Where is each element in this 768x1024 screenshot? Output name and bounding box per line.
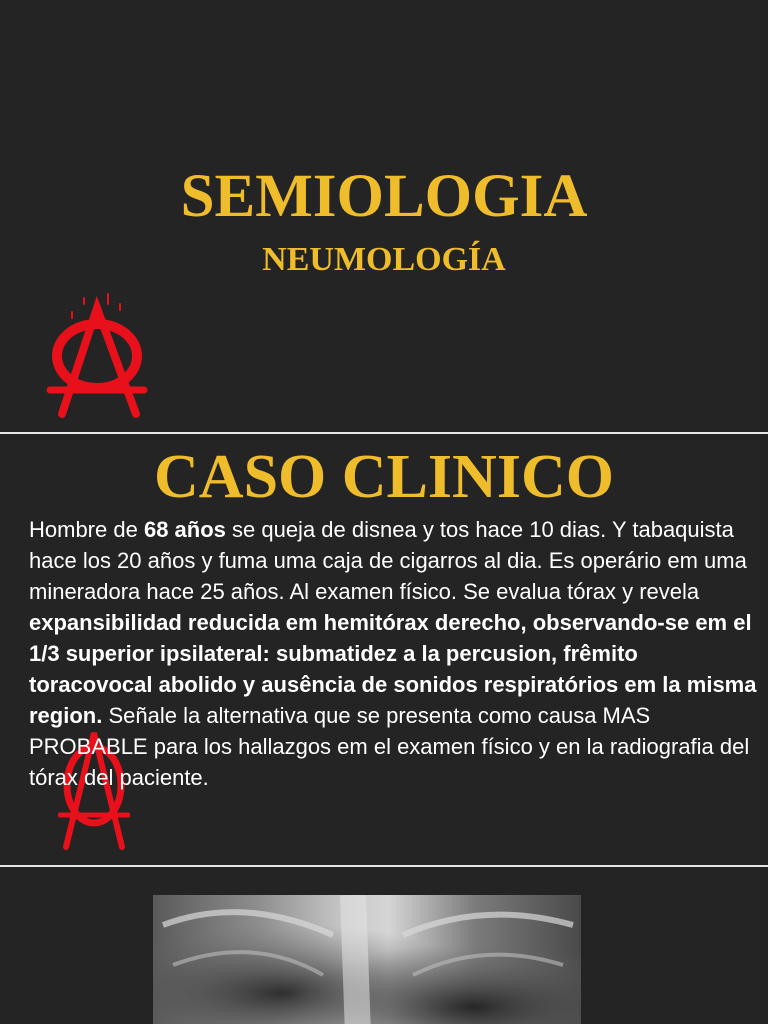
- presentation-subtitle: NEUMOLOGÍA: [262, 241, 506, 278]
- case-description: [29, 514, 757, 793]
- case-text-part: Señale la alternativa que se presenta como causa MAS PROBABLE para los hallazgos em el examen físico y en la radiografia del tórax del paciente.: [29, 703, 750, 790]
- case-text-bold-age: 68 años: [143, 517, 226, 542]
- case-text-part: se queja de disnea y tos hace 10 dias. Y tabaquista hace los 20 años y fuma uma caja de cigarros al dia. Es operário em uma mineradora hace 25 años. Al examen físico. Se evalua tórax y revela: [29, 517, 747, 604]
- anarchy-symbol-icon: [44, 290, 150, 418]
- slide-title: [0, 0, 768, 432]
- case-text-bold-findings: expansibilidad reducida em hemitórax derecho, observando-se em el 1/3 superior ipsilateral: submatidez a la percusion, frêmito toracovocal abolido y ausência de sonidos respiratórios em la misma region.: [29, 610, 757, 728]
- case-text-part: Hombre de: [29, 517, 144, 542]
- chest-xray-image: [153, 895, 581, 1024]
- presentation-title: SEMIOLOGIA: [180, 163, 588, 230]
- slide-xray: [0, 867, 768, 1024]
- case-title: CASO CLINICO: [154, 443, 614, 511]
- slide-case: [0, 434, 768, 865]
